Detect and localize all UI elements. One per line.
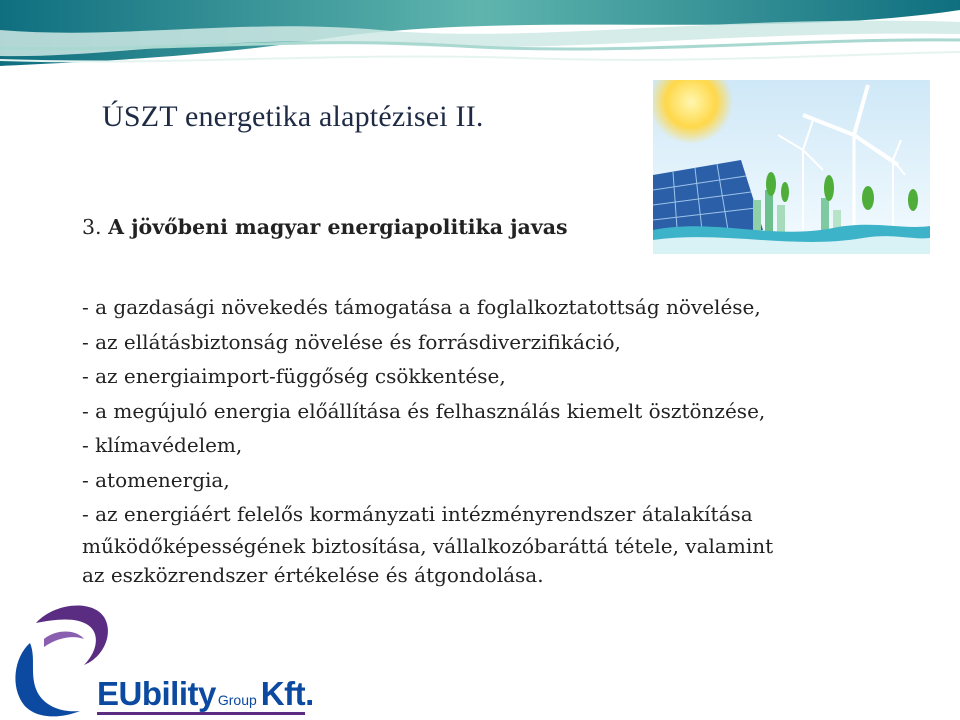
bullet-list <box>82 290 922 590</box>
section-heading-text: A jövőbeni magyar energiapolitika javas <box>108 215 568 239</box>
list-item: - az energiáért felelős kormányzati intézményrendszer átalakítása <box>82 502 753 526</box>
list-item: - az energiaimport-függőség csökkentése, <box>82 364 506 388</box>
company-logo-text <box>97 675 314 713</box>
slide-title: ÚSZT energetika alaptézisei II. <box>102 100 484 133</box>
list-item: - a megújuló energia előállítása és felhasználás kiemelt ösztönzése, <box>82 398 766 423</box>
logo-suffix: Kft. <box>260 675 314 712</box>
logo-underline <box>97 712 305 715</box>
logo-group: Group <box>217 692 257 708</box>
list-item: - a gazdasági növekedés támogatása a foglalkoztatottság növelése, <box>82 295 761 319</box>
list-item-continuation: az eszközrendszer értékelése és átgondolása. <box>82 562 544 587</box>
section-number: 3. <box>82 215 102 239</box>
list-item-continuation: működőképességének biztosítása, vállalkozóbaráttá tétele, valamint <box>82 533 774 558</box>
renewable-energy-illustration <box>653 80 930 254</box>
list-item: - klímavédelem, <box>82 433 243 457</box>
header-wave-decoration <box>0 0 960 80</box>
list-item: - az ellátásbiztonság növelése és forrásdiverzifikáció, <box>82 329 621 354</box>
list-item: - atomenergia, <box>82 467 230 492</box>
logo-brand: EUbility <box>97 675 216 712</box>
section-heading <box>82 215 568 239</box>
